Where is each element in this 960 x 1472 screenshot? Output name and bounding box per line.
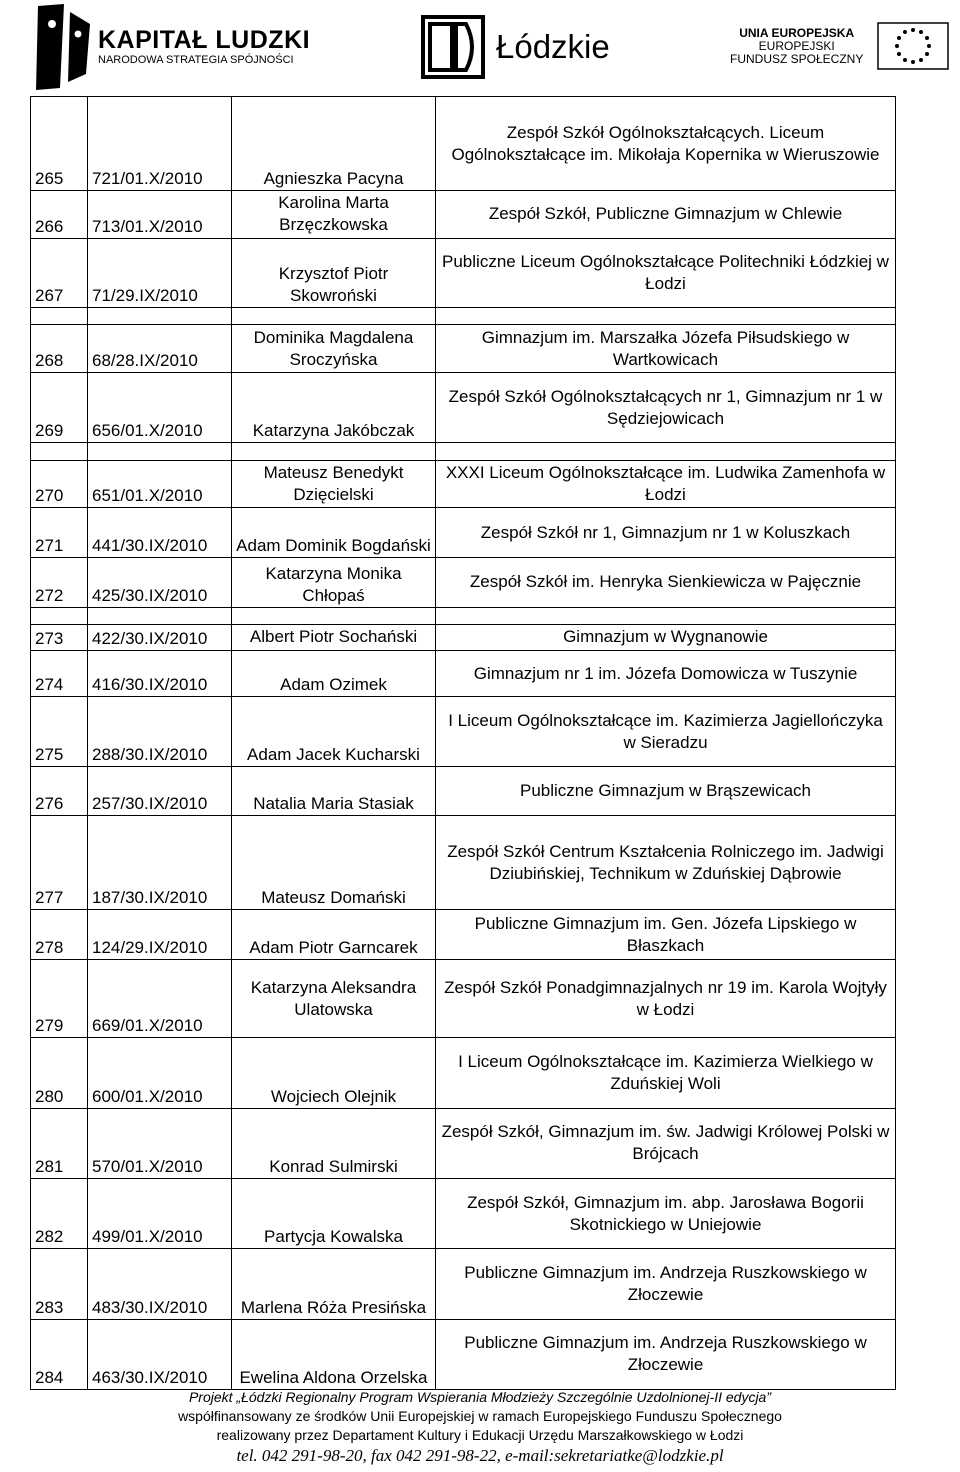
lodzkie-emblem-icon bbox=[420, 14, 486, 80]
row-number: 275 bbox=[31, 697, 88, 766]
table-row bbox=[31, 1179, 896, 1249]
table-row bbox=[31, 1038, 896, 1108]
row-number: 283 bbox=[31, 1249, 88, 1319]
certificate-number: 570/01.X/2010 bbox=[88, 1108, 232, 1178]
certificate-number: 124/29.IX/2010 bbox=[88, 910, 232, 960]
table-spacer-row bbox=[31, 607, 896, 625]
row-number: 273 bbox=[31, 625, 88, 651]
student-name: Marlena Róża Presińska bbox=[232, 1249, 436, 1319]
table-row bbox=[31, 508, 896, 558]
certificate-number: 713/01.X/2010 bbox=[88, 191, 232, 239]
row-number: 284 bbox=[31, 1319, 88, 1389]
student-name: Dominika Magdalena Sroczyńska bbox=[232, 325, 436, 373]
table-spacer-row bbox=[31, 443, 896, 461]
table-row bbox=[31, 625, 896, 651]
certificate-number: 721/01.X/2010 bbox=[88, 97, 232, 191]
student-name: Albert Piotr Sochański bbox=[232, 625, 436, 651]
row-number: 270 bbox=[31, 460, 88, 508]
school-name: XXXI Liceum Ogólnokształcące im. Ludwika Zamenhofa w Łodzi bbox=[436, 460, 896, 508]
table-row bbox=[31, 557, 896, 607]
student-name: Adam Ozimek bbox=[232, 650, 436, 697]
certificate-number: 651/01.X/2010 bbox=[88, 460, 232, 508]
lodzkie-logo bbox=[420, 14, 610, 80]
table-row bbox=[31, 959, 896, 1038]
school-name: Publiczne Gimnazjum im. Andrzeja Ruszkowskiego w Złoczewie bbox=[436, 1319, 896, 1389]
row-number: 268 bbox=[31, 325, 88, 373]
student-name: Katarzyna Jakóbczak bbox=[232, 372, 436, 442]
certificate-number: 499/01.X/2010 bbox=[88, 1179, 232, 1249]
row-number: 272 bbox=[31, 557, 88, 607]
page-header bbox=[0, 0, 960, 95]
school-name: Zespół Szkół Ogólnokształcących nr 1, Gimnazjum nr 1 w Sędziejowicach bbox=[436, 372, 896, 442]
student-name: Katarzyna Aleksandra Ulatowska bbox=[232, 959, 436, 1038]
student-name: Karolina Marta Brzęczkowska bbox=[232, 191, 436, 239]
student-name: Ewelina Aldona Orzelska bbox=[232, 1319, 436, 1389]
table-row bbox=[31, 238, 896, 307]
school-name: Zespół Szkół Centrum Kształcenia Rolniczego im. Jadwigi Dziubińskiej, Technikum w Zduńskiej Dąbrowie bbox=[436, 816, 896, 910]
kapital-ludzki-subtitle: NARODOWA STRATEGIA SPÓJNOŚCI bbox=[98, 54, 294, 66]
row-number: 265 bbox=[31, 97, 88, 191]
student-name: Partycja Kowalska bbox=[232, 1179, 436, 1249]
funding-note: współfinansowany ze środków Unii Europejskiej w ramach Europejskiego Funduszu Społecznego bbox=[178, 1408, 782, 1424]
table-row bbox=[31, 766, 896, 816]
project-title: Projekt „Łódzki Regionalny Program Wspierania Młodzieży Szczególnie Uzdolnionej-II edycja” bbox=[188, 1389, 772, 1405]
row-number: 276 bbox=[31, 766, 88, 816]
table-row bbox=[31, 910, 896, 960]
eu-fund-line1: EUROPEJSKI bbox=[758, 38, 835, 53]
table-row bbox=[31, 650, 896, 697]
student-name: Mateusz Benedykt Dzięcielski bbox=[232, 460, 436, 508]
school-name: I Liceum Ogólnokształcące im. Kazimierza Jagiellończyka w Sieradzu bbox=[436, 697, 896, 766]
table-row bbox=[31, 97, 896, 191]
kapital-ludzki-logo bbox=[30, 4, 310, 90]
table-row bbox=[31, 460, 896, 508]
certificate-number: 669/01.X/2010 bbox=[88, 959, 232, 1038]
student-name: Krzysztof Piotr Skowroński bbox=[232, 238, 436, 307]
student-name: Adam Dominik Bogdański bbox=[232, 508, 436, 558]
school-name: Publiczne Liceum Ogólnokształcące Politechniki Łódzkiej w Łodzi bbox=[436, 238, 896, 307]
table-row bbox=[31, 372, 896, 442]
row-number: 282 bbox=[31, 1179, 88, 1249]
student-name: Adam Piotr Garncarek bbox=[232, 910, 436, 960]
student-name: Konrad Sulmirski bbox=[232, 1108, 436, 1178]
student-name: Katarzyna Monika Chłopaś bbox=[232, 557, 436, 607]
certificate-number: 422/30.IX/2010 bbox=[88, 625, 232, 651]
eu-flag-icon bbox=[877, 22, 949, 70]
school-name: Zespół Szkół nr 1, Gimnazjum nr 1 w Koluszkach bbox=[436, 508, 896, 558]
school-name: Gimnazjum im. Marszałka Józefa Piłsudskiego w Wartkowicach bbox=[436, 325, 896, 373]
eu-title: UNIA EUROPEJSKA bbox=[739, 25, 855, 40]
lodzkie-title: Łódzkie bbox=[496, 28, 610, 65]
table-row bbox=[31, 697, 896, 766]
row-number: 267 bbox=[31, 238, 88, 307]
school-name: Zespół Szkół Ponadgimnazjalnych nr 19 im. Karola Wojtyły w Łodzi bbox=[436, 959, 896, 1038]
certificate-number: 68/28.IX/2010 bbox=[88, 325, 232, 373]
student-name: Mateusz Domański bbox=[232, 816, 436, 910]
certificate-number: 463/30.IX/2010 bbox=[88, 1319, 232, 1389]
kapital-ludzki-emblem-icon bbox=[30, 4, 92, 90]
row-number: 279 bbox=[31, 959, 88, 1038]
school-name: I Liceum Ogólnokształcące im. Kazimierza Wielkiego w Zduńskiej Woli bbox=[436, 1038, 896, 1108]
table-row bbox=[31, 816, 896, 910]
certificate-number: 600/01.X/2010 bbox=[88, 1038, 232, 1108]
table-row bbox=[31, 1108, 896, 1178]
laureates-table bbox=[30, 96, 896, 1390]
student-name: Adam Jacek Kucharski bbox=[232, 697, 436, 766]
eu-logo bbox=[730, 22, 949, 70]
row-number: 281 bbox=[31, 1108, 88, 1178]
contact-info: tel. 042 291-98-20, fax 042 291-98-22, e-mail:sekretariatke@lodzkie.pl bbox=[236, 1446, 724, 1465]
school-name: Gimnazjum nr 1 im. Józefa Domowicza w Tuszynie bbox=[436, 650, 896, 697]
school-name: Zespół Szkół, Publiczne Gimnazjum w Chlewie bbox=[436, 191, 896, 239]
school-name: Zespół Szkół, Gimnazjum im. św. Jadwigi Królowej Polski w Brójcach bbox=[436, 1108, 896, 1178]
school-name: Zespół Szkół, Gimnazjum im. abp. Jarosława Bogorii Skotnickiego w Uniejowie bbox=[436, 1179, 896, 1249]
eu-fund-line2: FUNDUSZ SPOŁECZNY bbox=[730, 51, 864, 66]
certificate-number: 441/30.IX/2010 bbox=[88, 508, 232, 558]
row-number: 274 bbox=[31, 650, 88, 697]
certificate-number: 257/30.IX/2010 bbox=[88, 766, 232, 816]
certificate-number: 425/30.IX/2010 bbox=[88, 557, 232, 607]
row-number: 277 bbox=[31, 816, 88, 910]
school-name: Zespół Szkół im. Henryka Sienkiewicza w Pajęcznie bbox=[436, 557, 896, 607]
certificate-number: 187/30.IX/2010 bbox=[88, 816, 232, 910]
certificate-number: 483/30.IX/2010 bbox=[88, 1249, 232, 1319]
certificate-number: 71/29.IX/2010 bbox=[88, 238, 232, 307]
table-row bbox=[31, 1319, 896, 1389]
student-name: Wojciech Olejnik bbox=[232, 1038, 436, 1108]
table-spacer-row bbox=[31, 307, 896, 325]
row-number: 280 bbox=[31, 1038, 88, 1108]
kapital-ludzki-title: KAPITAŁ LUDZKI bbox=[98, 26, 311, 54]
table-row bbox=[31, 191, 896, 239]
school-name: Gimnazjum w Wygnanowie bbox=[436, 625, 896, 651]
table-row bbox=[31, 325, 896, 373]
school-name: Publiczne Gimnazjum im. Gen. Józefa Lipskiego w Błaszkach bbox=[436, 910, 896, 960]
certificate-number: 656/01.X/2010 bbox=[88, 372, 232, 442]
certificate-number: 416/30.IX/2010 bbox=[88, 650, 232, 697]
student-name: Natalia Maria Stasiak bbox=[232, 766, 436, 816]
certificate-number: 288/30.IX/2010 bbox=[88, 697, 232, 766]
table-row bbox=[31, 1249, 896, 1319]
school-name: Zespół Szkół Ogólnokształcących. Liceum Ogólnokształcące im. Mikołaja Kopernika w Wieruszowie bbox=[436, 97, 896, 191]
row-number: 278 bbox=[31, 910, 88, 960]
page-footer bbox=[0, 1388, 960, 1467]
row-number: 269 bbox=[31, 372, 88, 442]
student-name: Agnieszka Pacyna bbox=[232, 97, 436, 191]
school-name: Publiczne Gimnazjum w Brąszewicach bbox=[436, 766, 896, 816]
school-name: Publiczne Gimnazjum im. Andrzeja Ruszkowskiego w Złoczewie bbox=[436, 1249, 896, 1319]
organizer-note: realizowany przez Departament Kultury i Edukacji Urzędu Marszałkowskiego w Łodzi bbox=[216, 1427, 744, 1443]
row-number: 266 bbox=[31, 191, 88, 239]
row-number: 271 bbox=[31, 508, 88, 558]
